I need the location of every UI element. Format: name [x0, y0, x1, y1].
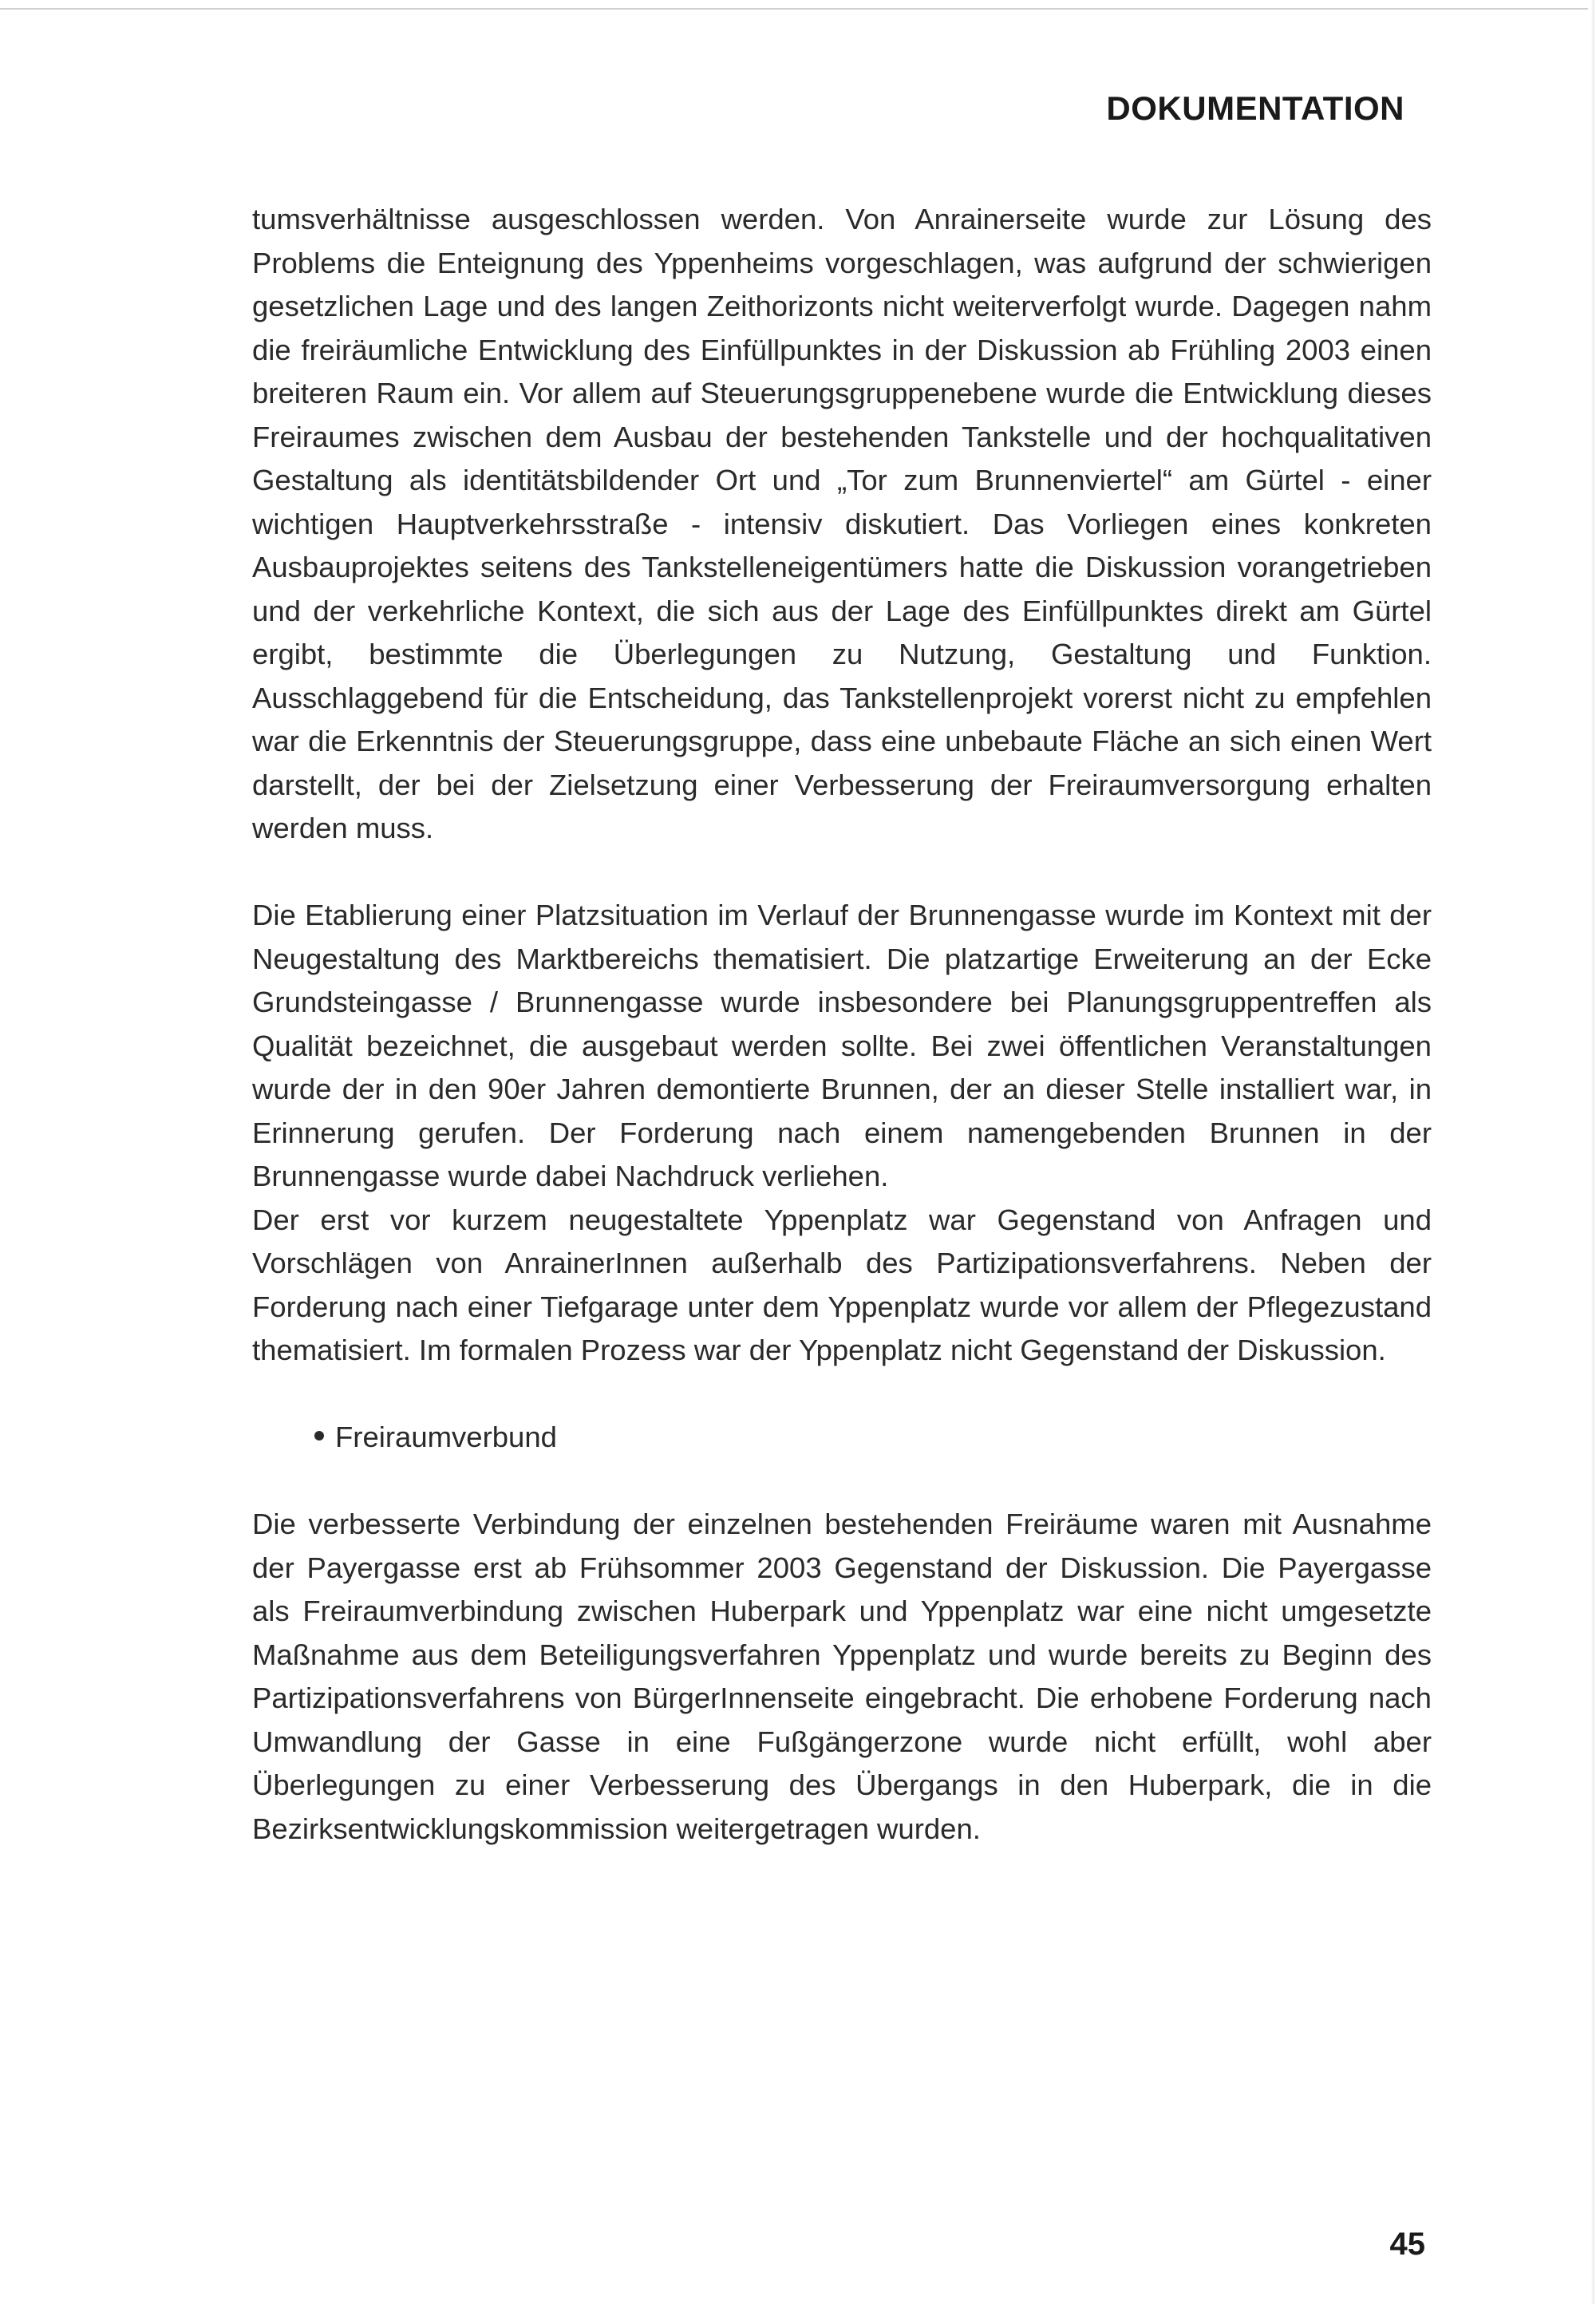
bullet-dot-icon: [314, 1431, 324, 1440]
paragraph-2: Die Etablierung einer Platzsituation im Verlauf der Brunnengasse wurde im Kontext mit der Neugestaltung des Marktbereichs thematisiert. Die platzartige Erweiterung an der Ecke Grundsteingasse / Brunnengasse wurde insbesondere bei Planungsgruppentreffen als Qualität bezeichnet, die ausgebaut werden sollte. Bei zwei öffentlichen Veranstaltungen wurde der in den 90er Jahren demontierte Brunnen, der an dieser Stelle installiert war, in Erinnerung gerufen. Der Forderung nach einem namengebenden Brunnen in der Brunnengasse wurde dabei Nachdruck verliehen.: [252, 899, 1432, 1192]
paragraph-1: tumsverhältnisse ausgeschlossen werden. Von Anrainerseite wurde zur Lösung des Problems die Enteignung des Yppenheims vorgeschlagen, was aufgrund der schwierigen gesetzlichen Lage und des langen Zeithorizonts nicht weiterverfolgt wurde. Dagegen nahm die freiräumliche Entwicklung des Einfüllpunktes in der Diskussion ab Frühling 2003 einen breiteren Raum ein. Vor allem auf Steuerungsgruppenebene wurde die Entwicklung dieses Freiraumes zwischen dem Ausbau der bestehenden Tankstelle und der hochqualitativen Gestaltung als identitätsbildender Ort und „Tor zum Brunnenviertel“ am Gürtel - einer wichtigen Hauptverkehrsstraße - intensiv diskutiert. Das Vorliegen eines konkreten Ausbauprojektes seitens des Tankstelleneigentümers hatte die Diskussion vorangetrieben und der verkehrliche Kontext, die sich aus der Lage des Einfüllpunktes direkt am Gürtel ergibt, bestimmte die Überlegungen zu Nutzung, Gestaltung und Funktion. Ausschlaggebend für die Entscheidung, das Tankstellenprojekt vorerst nicht zu empfehlen war die Erkenntnis der Steuerungsgruppe, dass eine unbebaute Fläche an sich einen Wert darstellt, der bei der Zielsetzung einer Verbesserung der Freiraumversorgung erhalten werden muss.: [252, 203, 1432, 844]
paragraph-3: Der erst vor kurzem neugestaltete Yppenplatz war Gegenstand von Anfragen und Vorschlägen von AnrainerInnen außerhalb des Partizipationsverfahrens. Neben der Forderung nach einer Tiefgarage unter dem Yppenplatz wurde vor allem der Pflegezustand thematisiert. Im formalen Prozess war der Yppenplatz nicht Gegenstand der Diskussion.: [252, 1203, 1432, 1366]
page-number: 45: [1389, 2227, 1425, 2262]
top-rule: [0, 8, 1588, 10]
bullet-list-item: [314, 1416, 1432, 1460]
bullet-label: Freiraumverbund: [335, 1421, 557, 1453]
bullet-list: [252, 1416, 1432, 1460]
paragraph-4: Die verbesserte Verbindung der einzelnen bestehenden Freiräume waren mit Ausnahme der Payergasse erst ab Frühsommer 2003 Gegenstand der Diskussion. Die Payergasse als Freiraumverbindung zwischen Huberpark und Yppenplatz war eine nicht umgesetzte Maßnahme aus dem Beteiligungsverfahren Yppenplatz und wurde bereits zu Beginn des Partizipationsverfahrens von BürgerInnenseite eingebracht. Die erhobene Forderung nach Umwandlung der Gasse in eine Fußgängerzone wurde nicht erfüllt, wohl aber Überlegungen zu einer Verbesserung des Übergangs in den Huberpark, die in die Bezirksentwicklungskommission weitergetragen wurden.: [252, 1508, 1432, 1845]
page-edge-shadow: [1591, 0, 1594, 2304]
body-text: [252, 198, 1432, 1851]
section-header-title: DOKUMENTATION: [1106, 89, 1404, 127]
